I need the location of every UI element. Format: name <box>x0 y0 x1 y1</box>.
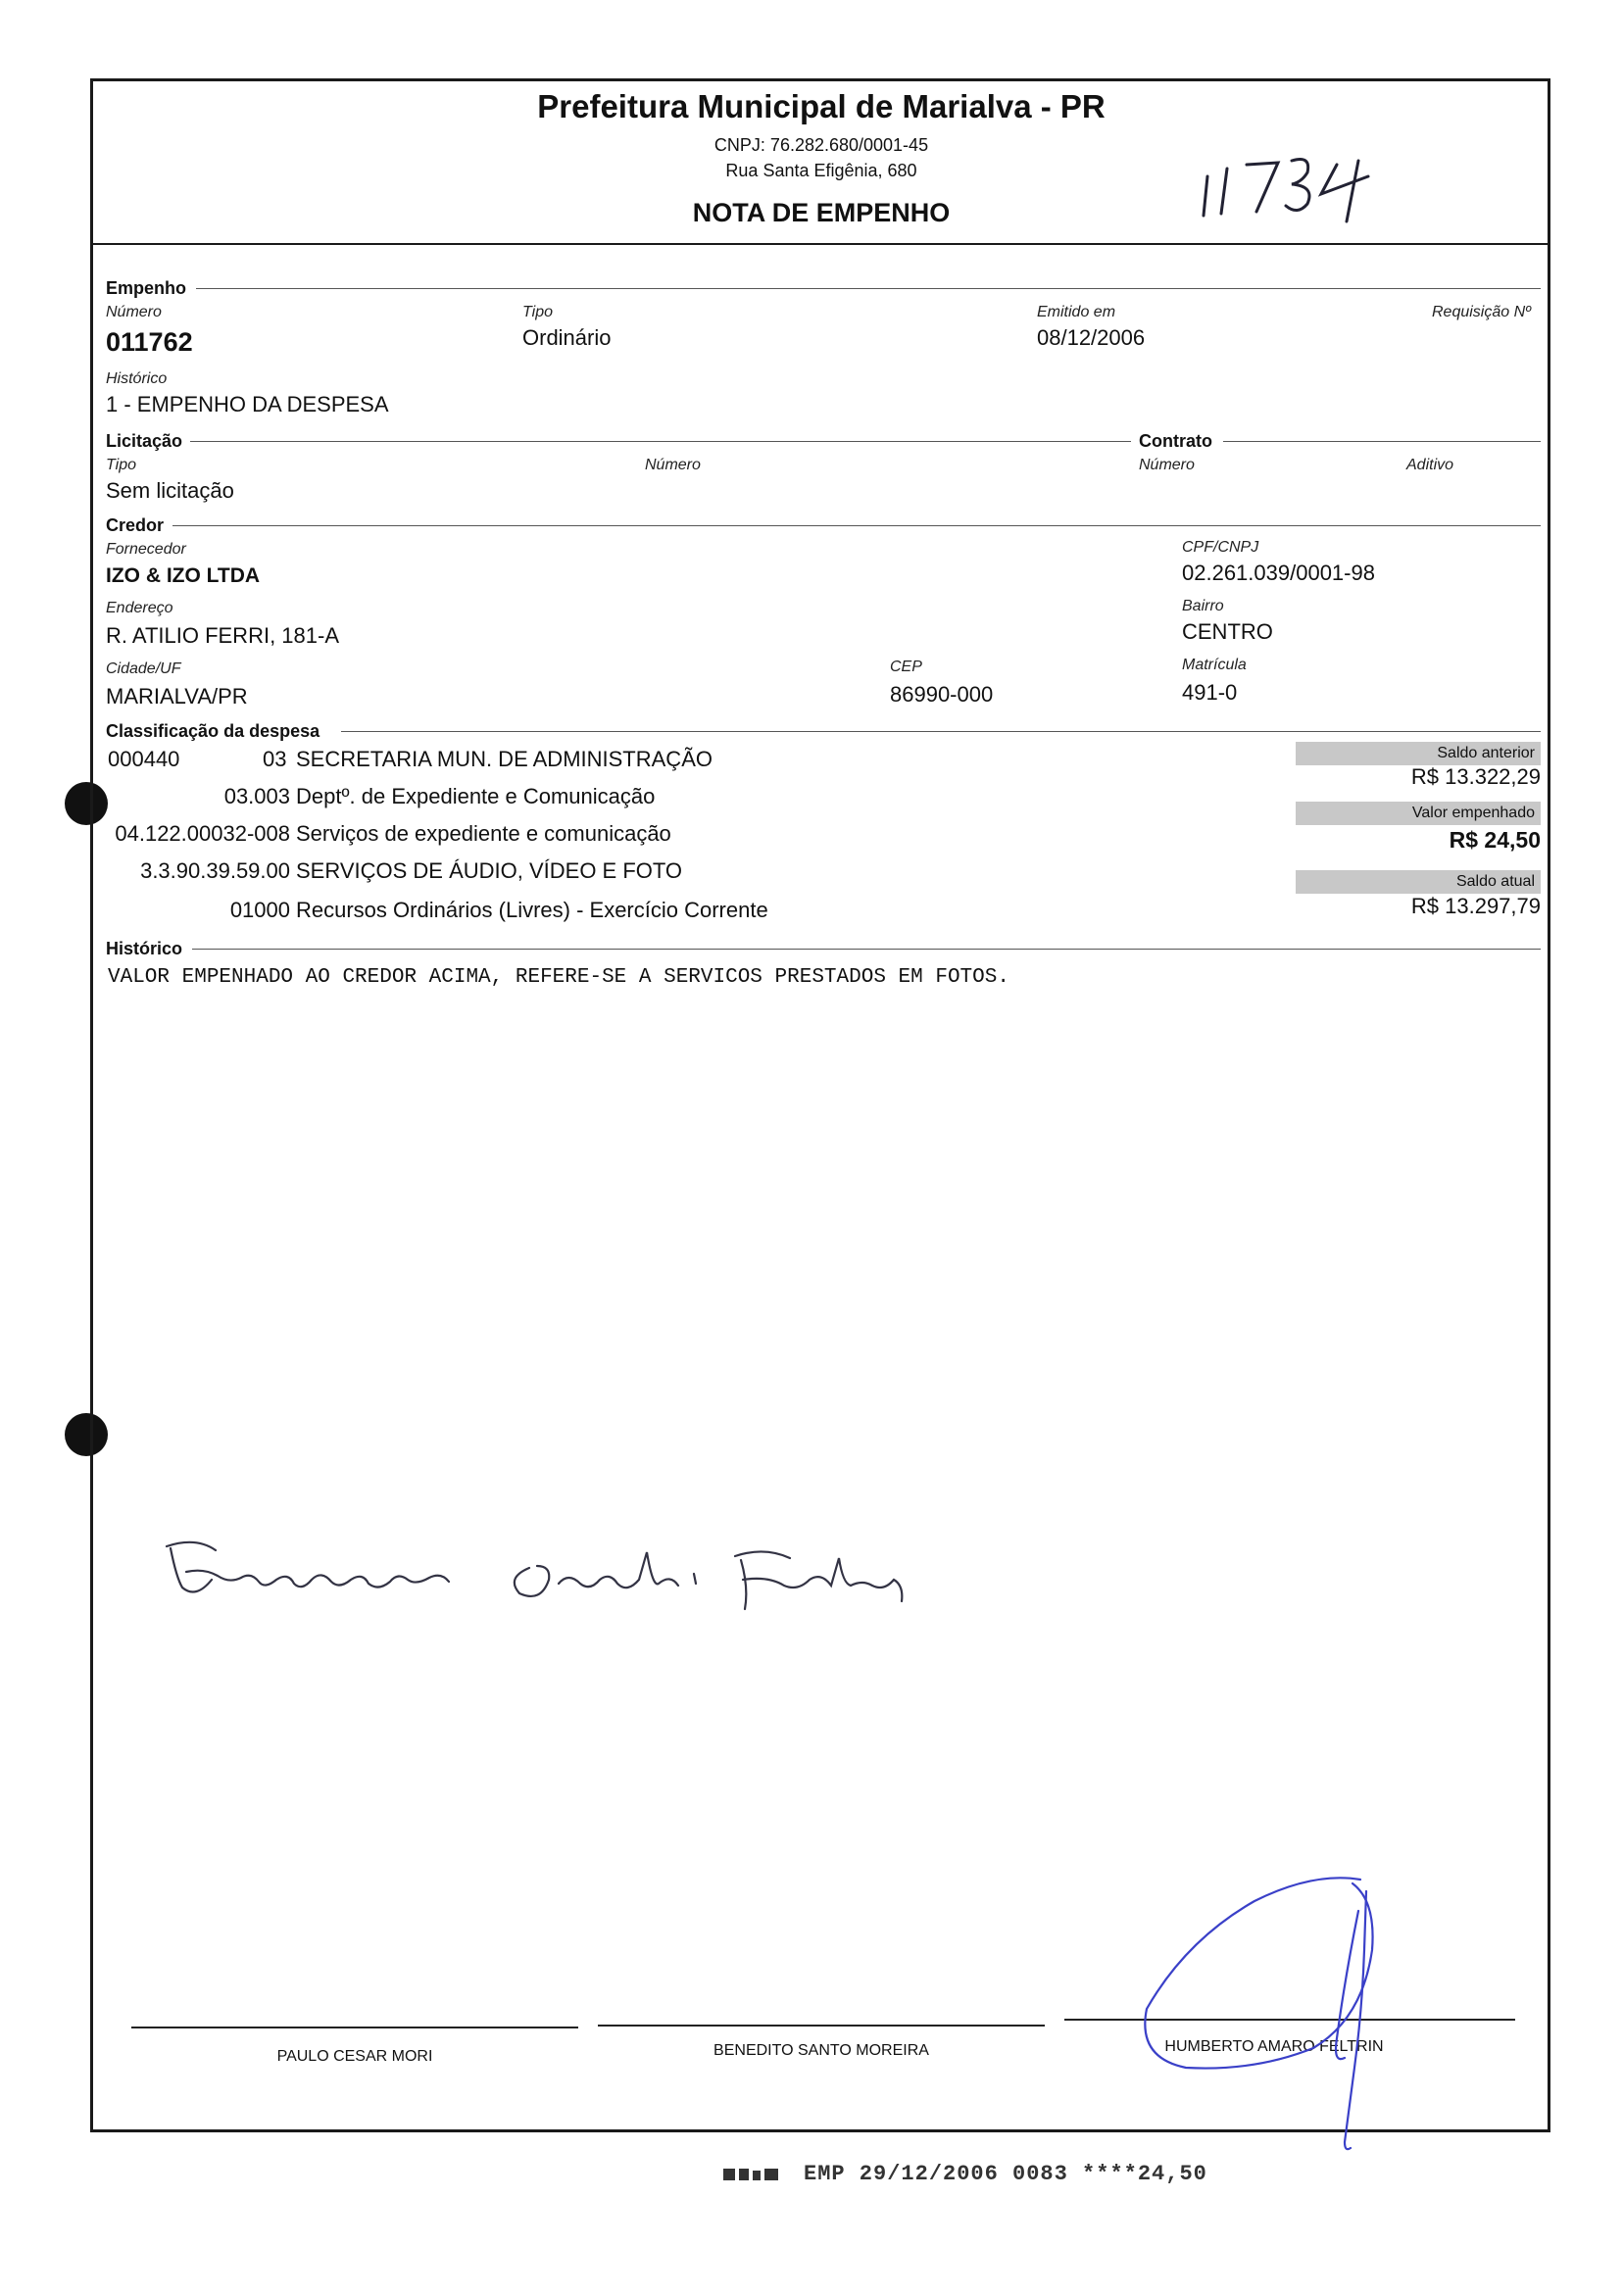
cpf-value: 02.261.039/0001-98 <box>1182 561 1375 585</box>
cidade-value: MARIALVA/PR <box>106 684 248 708</box>
empenho-numero: 011762 <box>106 327 193 357</box>
classif-sub-1: 03 <box>263 747 287 771</box>
historico-section-title: Histórico <box>106 939 183 958</box>
handwritten-number <box>1196 147 1421 225</box>
empenho-section-title: Empenho <box>106 278 187 298</box>
municipality-title: Prefeitura Municipal de Marialva - PR <box>537 88 1106 124</box>
signature-line-2 <box>598 2025 1045 2027</box>
licitacao-tipo-label: Tipo <box>106 457 136 473</box>
endereco-label: Endereço <box>106 600 173 616</box>
classificacao-rule <box>341 731 1541 732</box>
empenho-numero-label: Número <box>106 304 162 320</box>
classif-code-1: 000440 <box>108 747 180 771</box>
classif-desc-3: Serviços de expediente e comunicação <box>296 821 671 846</box>
classif-code-2: 03.003 <box>223 784 290 808</box>
signature-name-1: PAULO CESAR MORI <box>276 2048 433 2065</box>
matricula-value: 491-0 <box>1182 680 1238 705</box>
endereco-value: R. ATILIO FERRI, 181-A <box>106 623 339 648</box>
payment-stamp: EMP 29/12/2006 0083 ****24,50 <box>804 2162 1207 2186</box>
matricula-label: Matrícula <box>1182 657 1247 673</box>
document-frame <box>90 78 1550 2132</box>
classif-desc-1: SECRETARIA MUN. DE ADMINISTRAÇÃO <box>296 747 713 771</box>
contrato-section-title: Contrato <box>1139 431 1212 451</box>
licitacao-tipo: Sem licitação <box>106 478 234 503</box>
requisicao-label: Requisição Nº <box>1432 304 1531 320</box>
licitacao-numero-label: Número <box>645 457 701 473</box>
stamp-mark-icon <box>723 2167 778 2182</box>
empenho-rule <box>196 288 1541 289</box>
classificacao-section-title: Classificação da despesa <box>106 721 320 741</box>
valor-empenhado-label: Valor empenhado <box>1296 802 1541 825</box>
saldo-anterior-label: Saldo anterior <box>1296 742 1541 765</box>
licitacao-section-title: Licitação <box>106 431 183 451</box>
emitido-date: 08/12/2006 <box>1037 325 1146 350</box>
contrato-aditivo-label: Aditivo <box>1406 457 1454 473</box>
contrato-rule <box>1223 441 1541 442</box>
historico-rule <box>192 949 1541 950</box>
saldo-atual-value: R$ 13.297,79 <box>1410 894 1541 918</box>
empenho-tipo-label: Tipo <box>522 304 553 320</box>
empenho-historico: 1 - EMPENHO DA DESPESA <box>106 392 389 416</box>
bairro-value: CENTRO <box>1182 619 1273 644</box>
cpf-label: CPF/CNPJ <box>1182 539 1259 556</box>
historico-text: VALOR EMPENHADO AO CREDOR ACIMA, REFERE-SE A SERVICOS PRESTADOS EM FOTOS. <box>108 966 1009 989</box>
credor-rule <box>172 525 1541 526</box>
empenho-historico-label: Histórico <box>106 370 168 387</box>
classif-code-4: 3.3.90.39.59.00 <box>140 858 290 883</box>
cidade-label: Cidade/UF <box>106 660 181 677</box>
empenho-tipo: Ordinário <box>522 325 612 350</box>
valor-empenhado-value: R$ 24,50 <box>1449 827 1541 853</box>
address-line: Rua Santa Efigênia, 680 <box>725 161 917 180</box>
fornecedor-label: Fornecedor <box>106 541 186 558</box>
signature-name-2: BENEDITO SANTO MOREIRA <box>713 2042 929 2059</box>
classif-desc-4: SERVIÇOS DE ÁUDIO, VÍDEO E FOTO <box>296 858 683 883</box>
signature-line-1 <box>131 2027 578 2028</box>
saldo-atual-label: Saldo atual <box>1296 870 1541 894</box>
classif-desc-5: Recursos Ordinários (Livres) - Exercício Corrente <box>296 898 768 922</box>
handwritten-signature <box>157 1529 941 1637</box>
fornecedor-name: IZO & IZO LTDA <box>106 564 261 587</box>
header-separator <box>90 243 1550 245</box>
licitacao-rule <box>190 441 1131 442</box>
classif-code-3: 04.122.00032-008 <box>115 821 290 846</box>
cep-value: 86990-000 <box>890 682 994 707</box>
cnpj-line: CNPJ: 76.282.680/0001-45 <box>713 135 929 155</box>
cep-label: CEP <box>890 659 922 675</box>
contrato-numero-label: Número <box>1139 457 1195 473</box>
emitido-label: Emitido em <box>1037 304 1116 320</box>
signature-name-3: HUMBERTO AMARO FELTRIN <box>1164 2038 1384 2055</box>
signature-scribble <box>1127 1872 1421 2166</box>
saldo-anterior-value: R$ 13.322,29 <box>1410 764 1541 789</box>
classif-code-5: 01000 <box>229 898 290 922</box>
bairro-label: Bairro <box>1182 598 1224 614</box>
credor-section-title: Credor <box>106 515 165 535</box>
classif-desc-2: Deptº. de Expediente e Comunicação <box>296 784 656 808</box>
document-title: NOTA DE EMPENHO <box>692 198 951 227</box>
